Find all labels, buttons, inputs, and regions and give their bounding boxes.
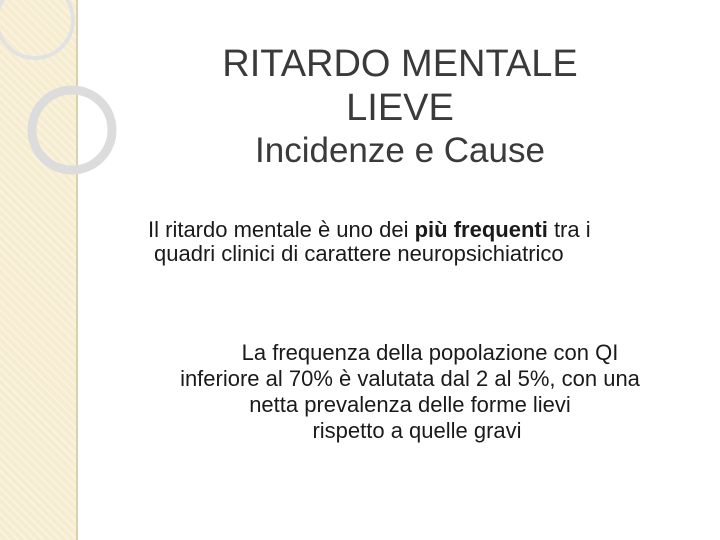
paragraph-1-bold-text: più frequenti bbox=[414, 217, 548, 242]
paragraph-1-text-before: Il ritardo mentale è uno dei bbox=[148, 217, 415, 242]
paragraph-prevalence bbox=[110, 340, 710, 444]
paragraph-2-line-3: netta prevalenza delle forme lievi bbox=[249, 392, 571, 417]
paragraph-1-line-1 bbox=[148, 218, 708, 242]
paragraph-2-line-1: La frequenza della popolazione con QI bbox=[241, 340, 619, 365]
slide-title bbox=[180, 42, 620, 172]
slide-subtitle: Incidenze e Cause bbox=[255, 131, 545, 170]
decorative-rings bbox=[0, 0, 200, 200]
paragraph-1-line-2: quadri clinici di carattere neuropsichiatrico bbox=[154, 241, 564, 266]
decorative-ring-middle bbox=[32, 90, 112, 170]
decorative-ring-top bbox=[0, 0, 73, 58]
paragraph-1-text-after: tra i bbox=[547, 217, 591, 242]
paragraph-2-line-2: inferiore al 70% è valutata dal 2 al 5%, con una bbox=[180, 366, 640, 391]
title-line-1: RITARDO MENTALE bbox=[222, 43, 578, 85]
paragraph-frequency bbox=[148, 218, 708, 266]
paragraph-2-line-4: rispetto a quelle gravi bbox=[312, 418, 522, 443]
title-line-2: LIEVE bbox=[346, 87, 454, 129]
